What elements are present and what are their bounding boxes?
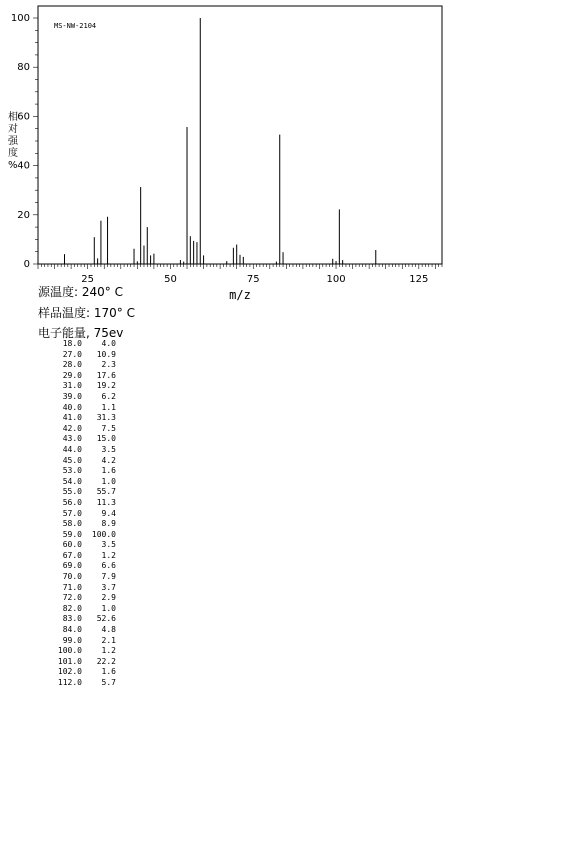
abundance-value: 3.5 — [101, 540, 116, 550]
mz-value: 70.0 — [62, 572, 82, 582]
mz-value: 45.0 — [62, 455, 82, 465]
mz-value: 57.0 — [62, 508, 82, 518]
table-row — [40, 614, 116, 625]
table-row — [40, 424, 116, 435]
peak-table — [40, 339, 116, 689]
table-row — [40, 350, 116, 361]
table-row — [40, 540, 116, 551]
mz-value: 102.0 — [57, 667, 82, 677]
abundance-value: 5.7 — [101, 678, 116, 687]
mz-value: 84.0 — [62, 625, 82, 635]
table-row — [40, 456, 116, 467]
abundance-value: 6.2 — [101, 391, 116, 401]
mz-value: 56.0 — [62, 497, 82, 507]
abundance-value: 11.3 — [96, 497, 116, 507]
table-row — [40, 403, 116, 414]
table-row — [40, 434, 116, 445]
table-row — [40, 445, 116, 456]
table-row — [40, 604, 116, 615]
mz-value: 67.0 — [62, 550, 82, 560]
table-row — [40, 593, 116, 604]
abundance-value: 1.0 — [101, 476, 116, 486]
x-tick-label: 25 — [81, 274, 95, 285]
electron-energy: 电子能量, 75ev — [38, 326, 124, 340]
x-tick-label: 50 — [164, 274, 177, 285]
table-row — [40, 530, 116, 541]
abundance-value: 4.8 — [101, 625, 116, 635]
mz-value: 29.0 — [62, 370, 82, 380]
abundance-value: 1.6 — [101, 466, 116, 476]
abundance-value: 2.9 — [101, 593, 116, 603]
table-row — [40, 360, 116, 371]
mz-value: 27.0 — [62, 349, 82, 359]
abundance-value: 6.6 — [101, 561, 116, 571]
mz-value: 43.0 — [62, 434, 82, 444]
y-tick-label: 60 — [17, 111, 30, 123]
chart-annotation: MS-NW-2104 — [54, 22, 97, 30]
spectrum-bars — [64, 18, 375, 264]
abundance-value: 3.5 — [101, 444, 116, 454]
table-row — [40, 519, 116, 530]
abundance-value: 7.9 — [101, 572, 116, 582]
mz-value: 41.0 — [62, 413, 82, 423]
mz-value: 71.0 — [62, 582, 82, 592]
sample-temperature: 样品温度: 170° C — [38, 306, 135, 320]
mz-value: 28.0 — [62, 360, 82, 370]
mz-value: 54.0 — [62, 476, 82, 486]
mz-value: 112.0 — [57, 678, 82, 687]
abundance-value: 19.2 — [96, 381, 116, 391]
abundance-value: 8.9 — [101, 519, 116, 529]
mz-value: 39.0 — [62, 391, 82, 401]
abundance-value: 31.3 — [96, 413, 116, 423]
abundance-value: 1.2 — [101, 646, 116, 656]
table-row — [40, 466, 116, 477]
table-row — [40, 583, 116, 594]
y-tick-label: 40 — [17, 160, 30, 172]
y-tick-label: 20 — [17, 209, 30, 221]
source-temperature: 源温度: 240° C — [38, 285, 123, 299]
table-row — [40, 487, 116, 498]
y-tick-label: 80 — [17, 62, 30, 74]
abundance-value: 17.6 — [96, 370, 116, 380]
abundance-value: 55.7 — [96, 487, 116, 497]
y-axis-label: 相对强度% — [8, 112, 18, 171]
abundance-value: 1.6 — [101, 667, 116, 677]
table-row — [40, 498, 116, 509]
table-row — [40, 646, 116, 657]
mz-value: 31.0 — [62, 381, 82, 391]
table-row — [40, 657, 116, 668]
table-row — [40, 477, 116, 488]
abundance-value: 52.6 — [96, 614, 116, 624]
y-tick-label: 100 — [10, 13, 30, 24]
table-row — [40, 509, 116, 520]
table-row — [40, 572, 116, 583]
mz-value: 55.0 — [62, 487, 82, 497]
mz-value: 42.0 — [62, 423, 82, 433]
x-tick-label: 125 — [409, 274, 429, 285]
x-tick-label: 75 — [246, 274, 260, 285]
table-row — [40, 551, 116, 562]
abundance-value: 3.7 — [101, 582, 116, 592]
abundance-value: 4.0 — [101, 339, 116, 348]
table-row — [40, 561, 116, 572]
mz-value: 53.0 — [62, 466, 82, 476]
y-tick-label: 0 — [23, 259, 30, 270]
table-row — [40, 625, 116, 636]
x-axis-label: m/z — [229, 288, 251, 302]
mz-value: 101.0 — [57, 656, 82, 666]
table-row — [40, 667, 116, 678]
mz-value: 58.0 — [62, 519, 82, 529]
abundance-value: 2.3 — [101, 360, 116, 370]
mass-spectrum-chart — [0, 0, 570, 310]
mz-value: 72.0 — [62, 593, 82, 603]
mz-value: 82.0 — [62, 603, 82, 613]
mz-value: 99.0 — [62, 635, 82, 645]
abundance-value: 1.0 — [101, 603, 116, 613]
abundance-value: 1.2 — [101, 550, 116, 560]
mz-value: 60.0 — [62, 540, 82, 550]
x-tick-label: 100 — [326, 274, 346, 285]
abundance-value: 22.2 — [96, 656, 116, 666]
abundance-value: 9.4 — [101, 508, 116, 518]
mz-value: 83.0 — [62, 614, 82, 624]
mz-value: 18.0 — [62, 339, 82, 348]
abundance-value: 7.5 — [101, 423, 116, 433]
abundance-value: 1.1 — [101, 402, 116, 412]
mz-value: 44.0 — [62, 444, 82, 454]
table-row — [40, 413, 116, 424]
mz-value: 40.0 — [62, 402, 82, 412]
table-row — [40, 392, 116, 403]
plot-frame — [38, 6, 442, 264]
abundance-value: 4.2 — [101, 455, 116, 465]
abundance-value: 15.0 — [96, 434, 116, 444]
table-row — [40, 371, 116, 382]
table-row — [40, 678, 116, 689]
mz-value: 59.0 — [62, 529, 82, 539]
mz-value: 69.0 — [62, 561, 82, 571]
mz-value: 100.0 — [57, 646, 82, 656]
abundance-value: 10.9 — [96, 349, 116, 359]
x-axis — [38, 264, 442, 285]
abundance-value: 100.0 — [91, 529, 116, 539]
table-row — [40, 636, 116, 647]
table-row — [40, 339, 116, 350]
abundance-value: 2.1 — [101, 635, 116, 645]
table-row — [40, 381, 116, 392]
